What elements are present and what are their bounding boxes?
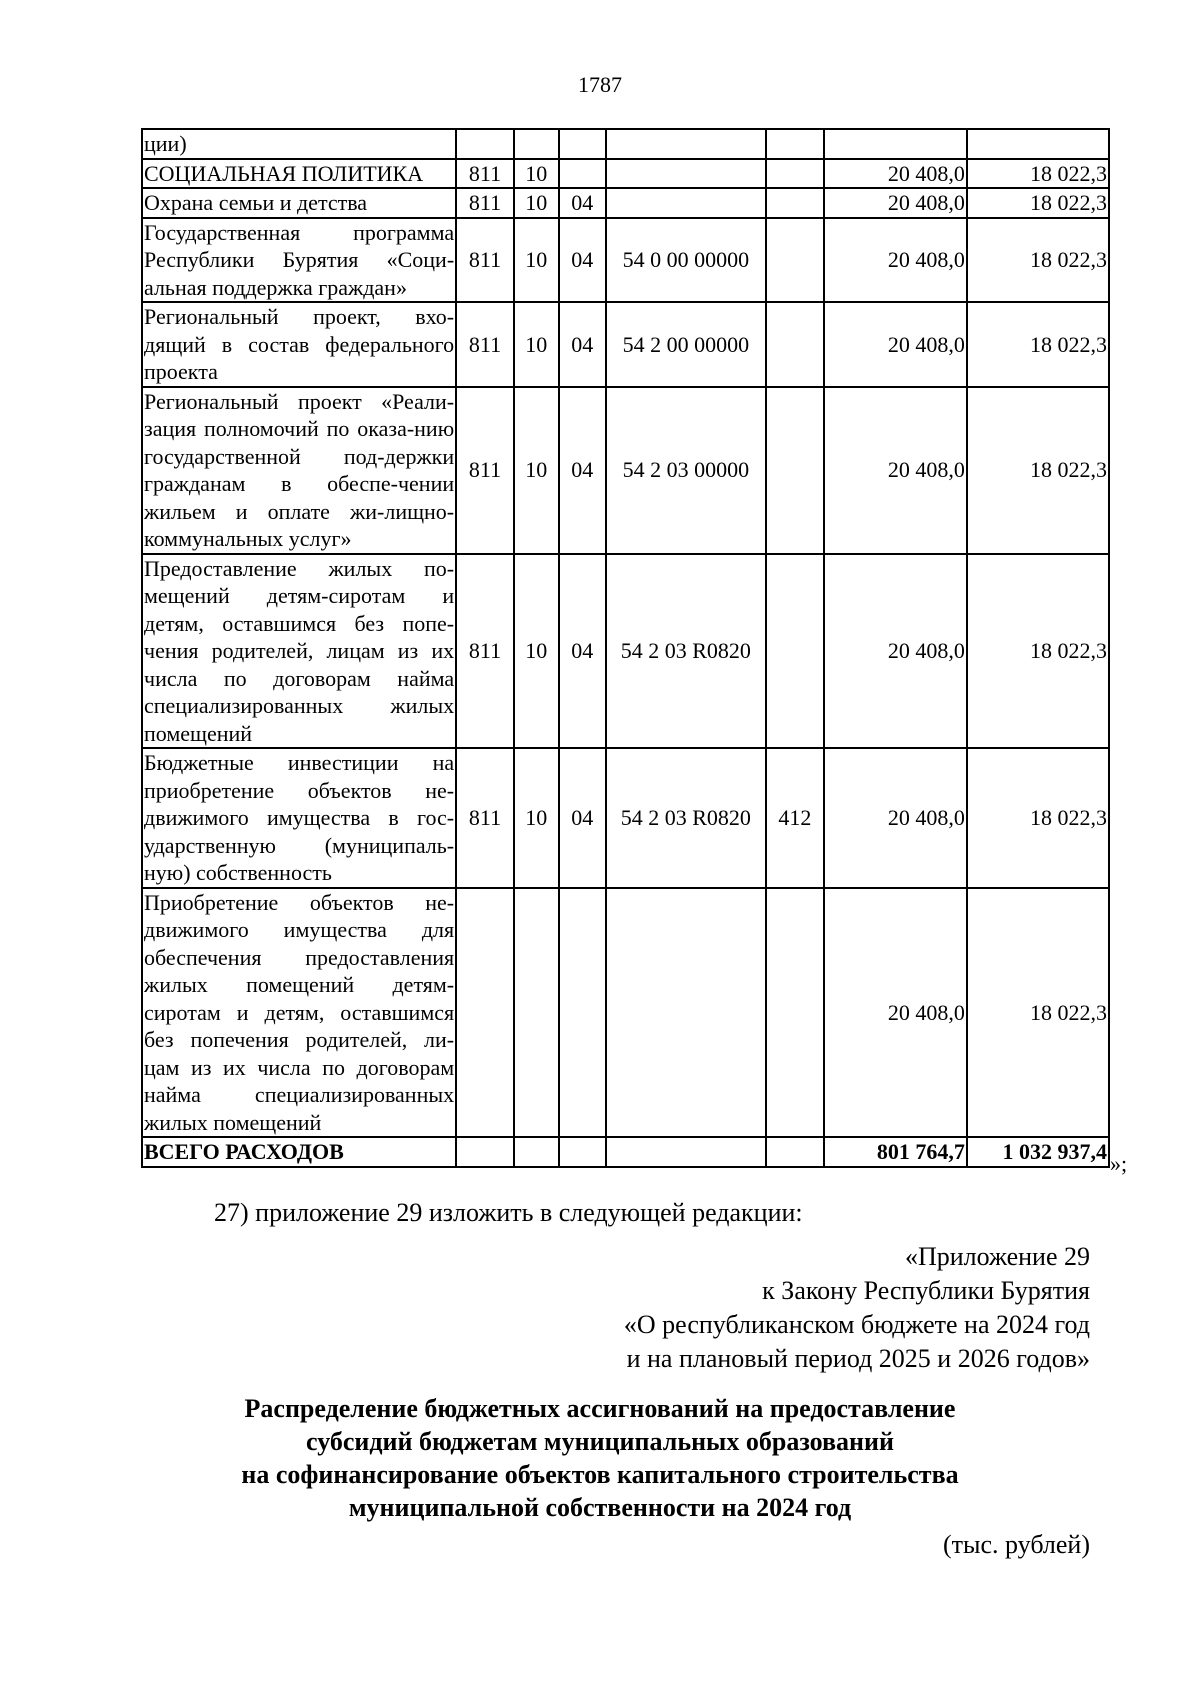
quote-close-suffix: »;	[1110, 1151, 1128, 1176]
vr-cell	[766, 159, 824, 189]
gr-cell: 811	[456, 159, 514, 189]
amount-2025: 20 408,0	[824, 302, 967, 387]
budget-table	[141, 128, 1110, 1168]
rz-cell: 10	[514, 748, 559, 888]
pr-cell: 04	[559, 554, 606, 749]
pr-cell: 04	[559, 218, 606, 303]
pr-cell: 04	[559, 188, 606, 218]
csr-cell	[606, 888, 766, 1138]
vr-cell	[766, 302, 824, 387]
pr-cell: 04	[559, 748, 606, 888]
pr-cell: 04	[559, 387, 606, 554]
csr-cell	[606, 129, 766, 159]
amount-2025: 20 408,0	[824, 554, 967, 749]
row-name: Государственная программа Республики Бурятия «Соци-альная поддержка граждан»	[142, 218, 456, 303]
rz-cell: 10	[514, 554, 559, 749]
amount-2025	[824, 129, 967, 159]
amount-2026: 18 022,3	[967, 159, 1109, 189]
heading-line: Распределение бюджетных ассигнований на предоставление	[244, 1394, 956, 1423]
vr-cell	[766, 387, 824, 554]
amount-2026: 18 022,3	[967, 387, 1109, 554]
amount-2026: 18 022,3	[967, 218, 1109, 303]
vr-cell: 412	[766, 748, 824, 888]
pr-cell	[559, 1137, 606, 1167]
total-2026: 1 032 937,4	[967, 1137, 1109, 1167]
heading-line: муниципальной собственности на 2024 год	[348, 1493, 852, 1522]
annex-line: и на плановый период 2025 и 2026 годов»	[626, 1344, 1090, 1373]
csr-cell: 54 2 03 R0820	[606, 554, 766, 749]
csr-cell	[606, 159, 766, 189]
gr-cell: 811	[456, 748, 514, 888]
rz-cell: 10	[514, 302, 559, 387]
annex-reference	[624, 1240, 1090, 1376]
gr-cell: 811	[456, 554, 514, 749]
amount-2025: 20 408,0	[824, 888, 967, 1138]
amount-2025: 20 408,0	[824, 748, 967, 888]
vr-cell	[766, 188, 824, 218]
vr-cell	[766, 888, 824, 1138]
rz-cell	[514, 129, 559, 159]
rz-cell: 10	[514, 159, 559, 189]
amount-2026: 18 022,3	[967, 748, 1109, 888]
row-name: Бюджетные инвестиции на приобретение объектов не-движимого имущества в гос-ударственную (муниципаль-ную) собственность	[142, 748, 456, 888]
table-row	[142, 129, 1109, 159]
amount-2025: 20 408,0	[824, 218, 967, 303]
pr-cell	[559, 888, 606, 1138]
rz-cell: 10	[514, 218, 559, 303]
total-label: ВСЕГО РАСХОДОВ	[142, 1137, 456, 1167]
heading-line: субсидий бюджетам муниципальных образований	[306, 1427, 894, 1456]
csr-cell	[606, 188, 766, 218]
rz-cell	[514, 1137, 559, 1167]
csr-cell	[606, 1137, 766, 1167]
annex-line: «О республиканском бюджете на 2024 год	[623, 1310, 1090, 1339]
units-label: (тыс. рублей)	[942, 1530, 1090, 1559]
annex-line: к Закону Республики Бурятия	[762, 1276, 1090, 1305]
table-row	[142, 748, 1109, 888]
vr-cell	[766, 218, 824, 303]
amount-2025: 20 408,0	[824, 188, 967, 218]
vr-cell	[766, 1137, 824, 1167]
vr-cell	[766, 129, 824, 159]
rz-cell: 10	[514, 387, 559, 554]
csr-cell: 54 0 00 00000	[606, 218, 766, 303]
section-heading	[0, 1392, 1200, 1524]
amount-2026: 18 022,3	[967, 302, 1109, 387]
pr-cell	[559, 129, 606, 159]
row-name: Региональный проект, вхо-дящий в состав федерального проекта	[142, 302, 456, 387]
row-name: Региональный проект «Реали-зация полномочий по оказа-нию государственной под-держки гражданам в обеспе-чении жильем и оплате жи-лищно-коммунальных услуг»	[142, 387, 456, 554]
vr-cell	[766, 554, 824, 749]
csr-cell: 54 2 00 00000	[606, 302, 766, 387]
annex-line: «Приложение 29	[904, 1242, 1090, 1271]
table-row	[142, 302, 1109, 387]
row-name: Предоставление жилых по-мещений детям-сиротам и детям, оставшимся без попе-чения родителей, лицам из их числа по договорам найма специализированных жилых помещений	[142, 554, 456, 749]
table-row	[142, 888, 1109, 1138]
gr-cell: 811	[456, 302, 514, 387]
gr-cell	[456, 1137, 514, 1167]
row-name: Охрана семьи и детства	[142, 188, 456, 218]
table-row	[142, 554, 1109, 749]
total-row	[142, 1137, 1109, 1167]
gr-cell: 811	[456, 218, 514, 303]
amount-2025: 20 408,0	[824, 387, 967, 554]
total-2025: 801 764,7	[824, 1137, 967, 1167]
csr-cell: 54 2 03 R0820	[606, 748, 766, 888]
table-row	[142, 387, 1109, 554]
amount-2026: 18 022,3	[967, 554, 1109, 749]
amount-2026: 18 022,3	[967, 188, 1109, 218]
gr-cell: 811	[456, 188, 514, 218]
row-name: СОЦИАЛЬНАЯ ПОЛИТИКА	[142, 159, 456, 189]
rz-cell: 10	[514, 188, 559, 218]
pr-cell	[559, 159, 606, 189]
row-name: Приобретение объектов не-движимого имущества для обеспечения предоставления жилых помещений детям-сиротам и детям, оставшимся без попечения родителей, ли-цам из их числа по договорам найма специализированных жилых помещений	[142, 888, 456, 1138]
gr-cell	[456, 888, 514, 1138]
table-row	[142, 188, 1109, 218]
table-row	[142, 218, 1109, 303]
page-number: 1787	[578, 72, 622, 97]
amount-2026: 18 022,3	[967, 888, 1109, 1138]
table-row	[142, 159, 1109, 189]
amount-2026	[967, 129, 1109, 159]
amendment-instruction: 27) приложение 29 изложить в следующей редакции:	[214, 1198, 803, 1227]
heading-line: на софинансирование объектов капитального строительства	[241, 1460, 959, 1489]
rz-cell	[514, 888, 559, 1138]
amount-2025: 20 408,0	[824, 159, 967, 189]
gr-cell: 811	[456, 387, 514, 554]
csr-cell: 54 2 03 00000	[606, 387, 766, 554]
row-name: ции)	[142, 129, 456, 159]
gr-cell	[456, 129, 514, 159]
pr-cell: 04	[559, 302, 606, 387]
